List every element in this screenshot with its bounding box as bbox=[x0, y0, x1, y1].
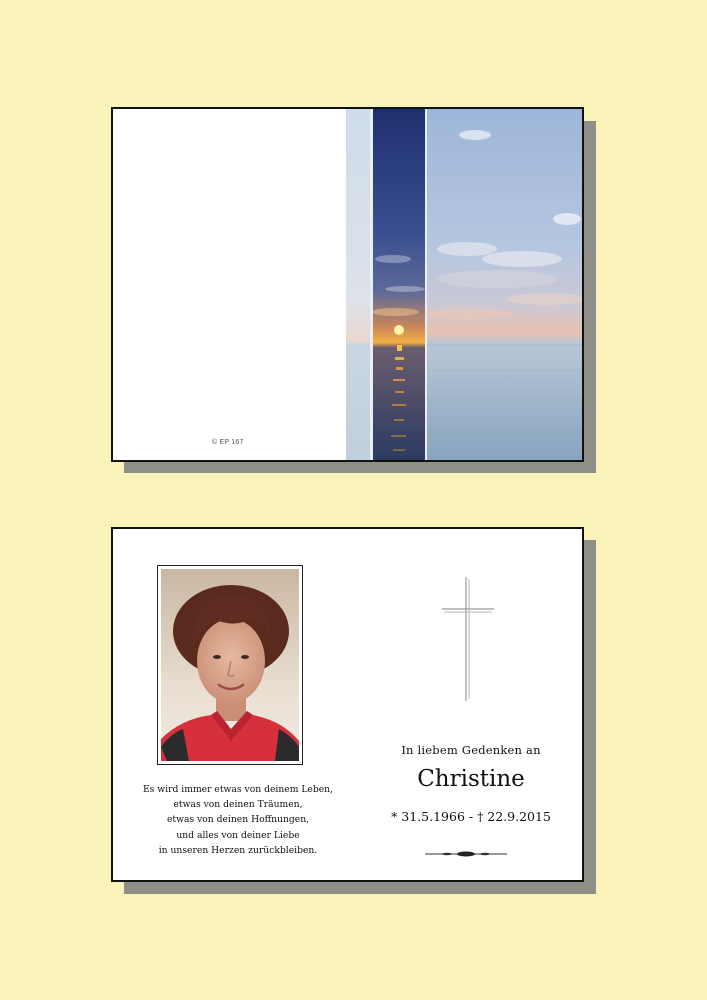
life-dates: * 31.5.1966 - † 22.9.2015 bbox=[391, 809, 551, 824]
sunset-image-strip-c bbox=[427, 109, 584, 460]
sunset-panel-center bbox=[373, 109, 425, 460]
verse-line: Es wird immer etwas von deinem Leben, bbox=[142, 784, 334, 795]
sunset-image-strip-a bbox=[346, 109, 370, 460]
cross-icon bbox=[440, 575, 496, 703]
inner-card bbox=[111, 527, 584, 882]
memorial-verse bbox=[133, 782, 343, 858]
memorial-heading: In liebem Gedenken an bbox=[401, 743, 541, 757]
front-card bbox=[111, 107, 584, 462]
verse-line: etwas von deinen Hoffnungen, bbox=[166, 814, 310, 826]
sunset-panel-narrow bbox=[346, 109, 370, 460]
copyright-text: © EP 167 bbox=[212, 439, 244, 446]
ornament-divider-icon bbox=[425, 848, 507, 860]
sunset-image-strip-b bbox=[373, 109, 425, 460]
verse-line: in unseren Herzen zurückbleiben. bbox=[158, 844, 318, 856]
deceased-name: Christine bbox=[417, 766, 525, 792]
sunset-panel-wide bbox=[427, 109, 584, 460]
portrait-photo bbox=[161, 569, 299, 761]
verse-line: und alles von deiner Liebe bbox=[176, 829, 300, 841]
portrait-frame bbox=[157, 565, 303, 765]
verse-line: etwas von deinen Träumen, bbox=[173, 799, 303, 811]
